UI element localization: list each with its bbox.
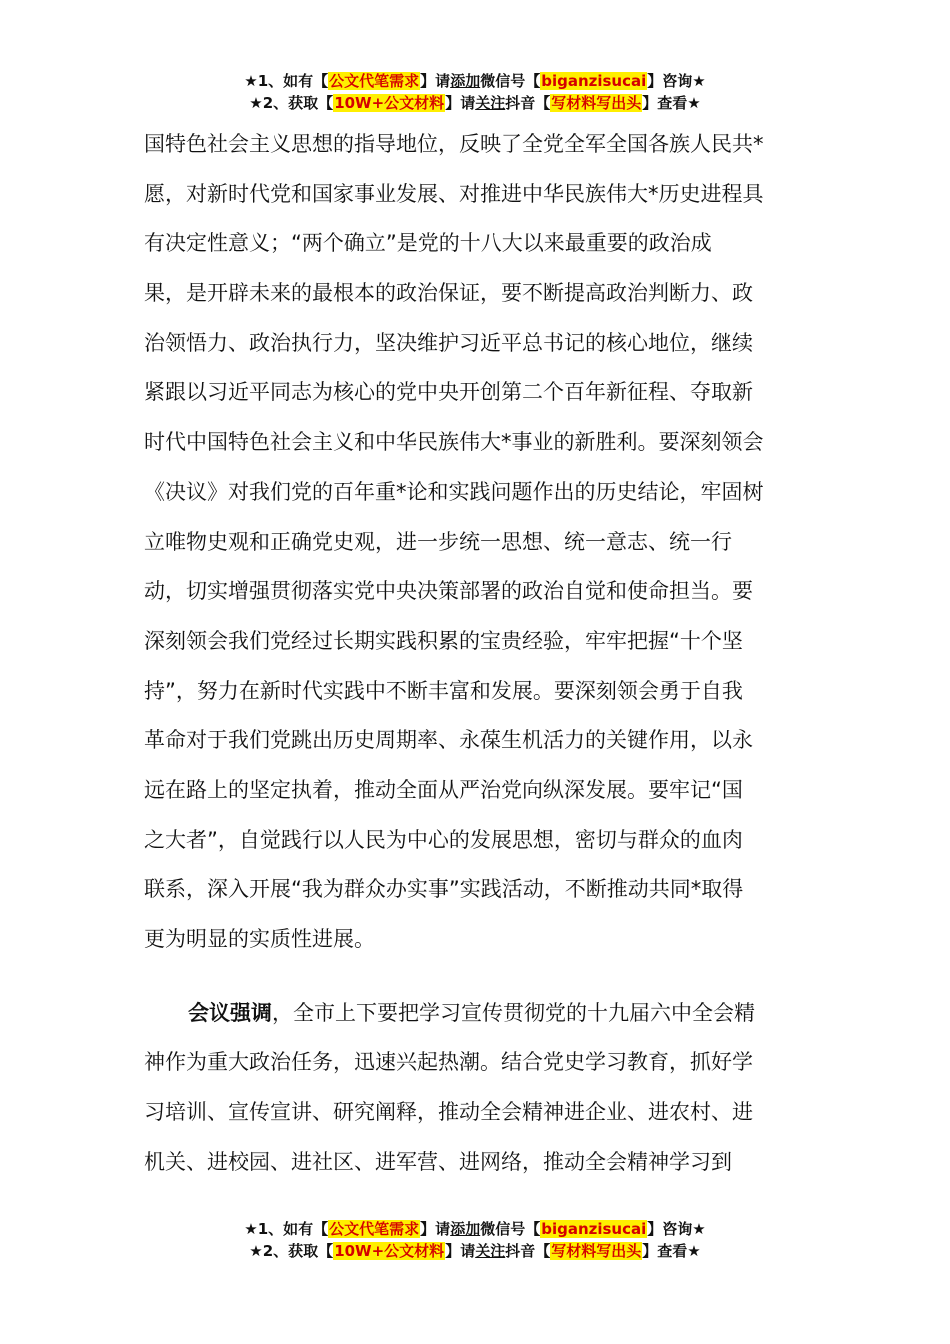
text-line: 果，是开辟未来的最根本的政治保证，要不断提高政治判断力、政: [144, 281, 753, 306]
header-banner: [0, 70, 950, 114]
text-line: 持”，努力在新时代实践中不断丰富和发展。要深刻领会勇于自我: [144, 678, 743, 703]
banner-text: 微信号【: [480, 72, 541, 90]
text-line: 远在路上的坚定执着，推动全面从严治党向纵深发展。要牢记“国: [144, 777, 743, 802]
banner-text: 】请: [420, 1220, 451, 1238]
text-line: 有决定性意义；“两个确立”是党的十八大以来最重要的政治成: [144, 231, 712, 256]
highlight-wechat-id: biganzisucai: [541, 1220, 647, 1238]
text-line: 国特色社会主义思想的指导地位，反映了全党全军全国各族人民共*: [144, 132, 764, 156]
highlight-service: 公文代笔需求: [329, 1220, 420, 1238]
banner-text: 】咨询★: [647, 1220, 706, 1238]
banner-text: ★2、获取【: [249, 1242, 334, 1260]
banner-text: 抖音【: [505, 94, 551, 112]
underlined-action: 添加: [450, 72, 481, 90]
document-body: [144, 120, 808, 1187]
banner-text: ★2、获取【: [249, 94, 334, 112]
text-line: 更为明显的实质性进展。: [144, 927, 375, 951]
banner-line-1: [0, 70, 950, 92]
paragraph-2: [144, 989, 808, 1188]
underlined-action: 关注: [475, 94, 506, 112]
text-line: 机关、进校园、进社区、进军营、进网络，推动全会精神学习到: [144, 1149, 732, 1174]
banner-text: ★1、如有【: [244, 72, 329, 90]
highlight-wechat-id: biganzisucai: [541, 72, 647, 90]
text-line: 立唯物史观和正确党史观，进一步统一思想、统一意志、统一行: [144, 529, 732, 554]
banner-line-2: [0, 92, 950, 114]
underlined-action: 关注: [475, 1242, 506, 1260]
banner-line-2: [0, 1240, 950, 1262]
banner-text: 】查看★: [642, 1242, 701, 1260]
highlight-service: 公文代笔需求: [329, 72, 420, 90]
text-line: 深刻领会我们党经过长期实践积累的宝贵经验，牢牢把握“十个坚: [144, 628, 743, 653]
banner-text: 】查看★: [642, 94, 701, 112]
text-line: 时代中国特色社会主义和中华民族伟大*事业的新胜利。要深刻领会: [144, 430, 764, 455]
text-line: 革命对于我们党跳出历史周期率、永葆生机活力的关键作用，以永: [144, 728, 753, 753]
text-line: 联系，深入开展“我为群众办实事”实践活动，不断推动共同*取得: [144, 877, 744, 902]
paragraph-lead: 会议强调: [188, 1000, 272, 1025]
highlight-douyin-id: 写材料写出头: [551, 1242, 642, 1260]
banner-text: 抖音【: [505, 1242, 551, 1260]
text-line: 动，切实增强贯彻落实党中央决策部署的政治自觉和使命担当。要: [144, 579, 753, 604]
text-line: 习培训、宣传宣讲、研究阐释，推动全会精神进企业、进农村、进: [144, 1100, 753, 1125]
banner-text: 】请: [420, 72, 451, 90]
banner-text: 】请: [445, 94, 476, 112]
highlight-douyin-id: 写材料写出头: [551, 94, 642, 112]
paragraph-text: ，全市上下要把学习宣传贯彻党的十九届六中全会精: [272, 1000, 755, 1025]
paragraph-spacer: [144, 965, 808, 989]
text-line: 愿，对新时代党和国家事业发展、对推进中华民族伟大*历史进程具: [144, 181, 764, 206]
banner-text: 】咨询★: [647, 72, 706, 90]
banner-line-1: [0, 1218, 950, 1240]
text-line: 治领悟力、政治执行力，坚决维护习近平总书记的核心地位，继续: [144, 330, 753, 355]
text-line-first: [144, 989, 808, 1039]
text-line: 之大者”，自觉践行以人民为中心的发展思想，密切与群众的血肉: [144, 827, 743, 852]
text-line: 紧跟以习近平同志为核心的党中央开创第二个百年新征程、夺取新: [144, 380, 753, 405]
footer-banner: [0, 1218, 950, 1262]
text-line: 《决议》对我们党的百年重*论和实践问题作出的历史结论，牢固树: [144, 479, 764, 504]
paragraph-1: [144, 120, 808, 965]
banner-text: 】请: [445, 1242, 476, 1260]
banner-text: 微信号【: [480, 1220, 541, 1238]
highlight-materials: 10W+公文材料: [334, 1242, 445, 1260]
underlined-action: 添加: [450, 1220, 481, 1238]
text-line: 神作为重大政治任务，迅速兴起热潮。结合党史学习教育，抓好学: [144, 1050, 753, 1075]
highlight-materials: 10W+公文材料: [334, 94, 445, 112]
banner-text: ★1、如有【: [244, 1220, 329, 1238]
